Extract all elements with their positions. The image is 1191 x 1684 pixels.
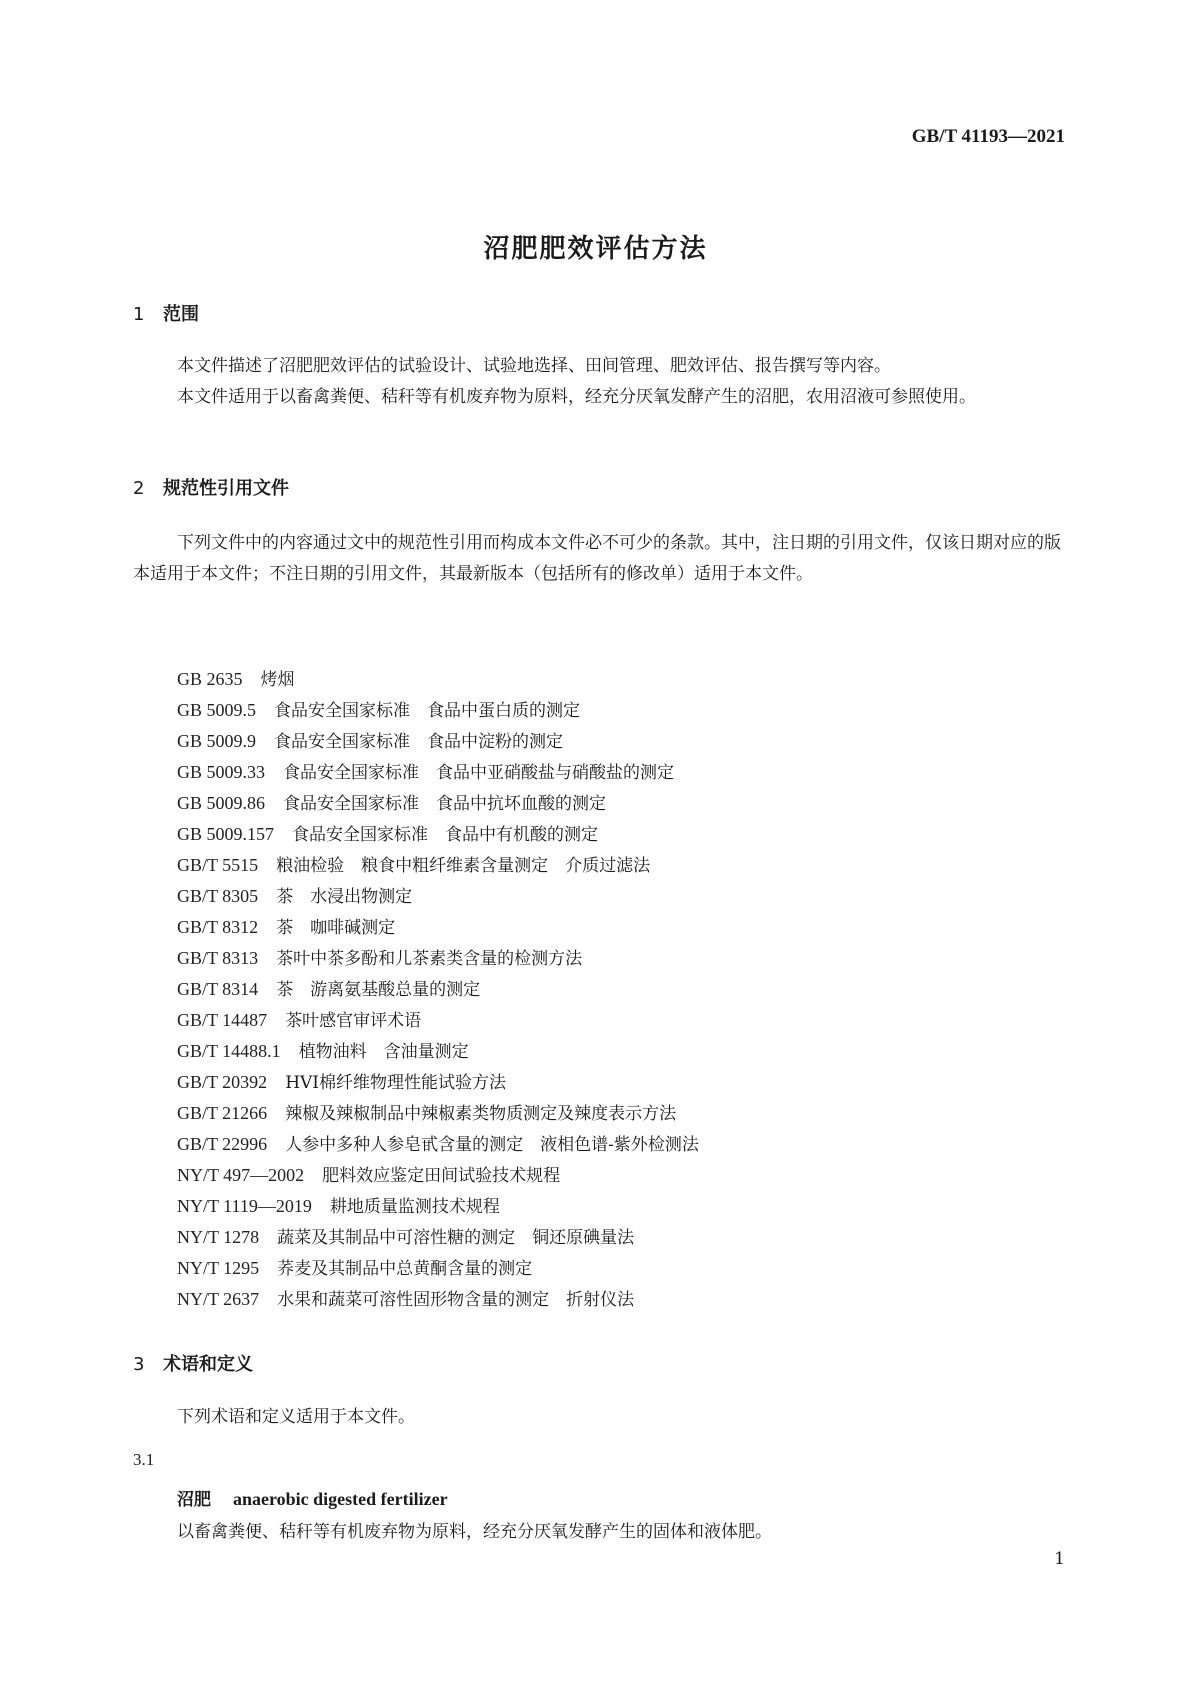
section-number: 3 [133, 1354, 145, 1375]
reference-title: 食品安全国家标准 食品中亚硝酸盐与硝酸盐的测定 [283, 763, 675, 783]
reference-code: GB/T 8313 [177, 948, 259, 968]
section-2-intro [133, 528, 1065, 590]
reference-title: 食品安全国家标准 食品中淀粉的测定 [274, 732, 564, 752]
reference-code: NY/T 1278 [177, 1227, 260, 1247]
reference-title: 茶 水浸出物测定 [276, 887, 413, 907]
document-title: 沼肥肥效评估方法 [483, 234, 708, 264]
reference-item [177, 757, 699, 788]
reference-item [177, 1098, 699, 1129]
reference-title: HVI棉纤维物理性能试验方法 [285, 1073, 507, 1093]
reference-item [177, 664, 699, 695]
reference-code: GB 5009.33 [177, 762, 266, 782]
paragraph-text: 下列术语和定义适用于本文件。 [177, 1407, 415, 1427]
reference-item [177, 943, 699, 974]
page-number: 1 [1054, 1549, 1065, 1569]
section-1-paragraph-2 [133, 382, 1065, 413]
section-1-paragraph-1 [133, 351, 1065, 382]
reference-title: 耕地质量监测技术规程 [329, 1197, 500, 1217]
reference-code: GB/T 21266 [177, 1103, 268, 1123]
section-number: 1 [133, 304, 145, 325]
reference-code: NY/T 2637 [177, 1289, 260, 1309]
reference-item [177, 912, 699, 943]
paragraph-text: 本文件适用于以畜禽粪便、秸秆等有机废弃物为原料，经充分厌氧发酵产生的沼肥，农用沼液可参照使用。 [177, 387, 976, 407]
reference-title: 烤烟 [260, 670, 295, 690]
term-chinese: 沼肥 [177, 1490, 211, 1510]
reference-title: 食品安全国家标准 食品中蛋白质的测定 [274, 701, 581, 721]
subsection-number: 3.1 [133, 1450, 155, 1469]
reference-item [177, 695, 699, 726]
reference-title: 食品安全国家标准 食品中抗坏血酸的测定 [283, 794, 607, 814]
section-3-heading [133, 1350, 253, 1376]
term-entry [177, 1485, 448, 1510]
reference-item [177, 1067, 699, 1098]
paragraph-text: 下列文件中的内容通过文中的规范性引用而构成本文件必不可少的条款。其中，注日期的引用文件，仅该日期对应的版本适用于本文件；不注日期的引用文件，其最新版本（包括所有的修改单）适用于本文件。 [133, 533, 1061, 584]
reference-title: 辣椒及辣椒制品中辣椒素类物质测定及辣度表示方法 [285, 1104, 677, 1124]
reference-item [177, 1036, 699, 1067]
reference-title: 茶 咖啡碱测定 [276, 918, 396, 938]
reference-item [177, 850, 699, 881]
reference-item [177, 1191, 699, 1222]
reference-code: GB/T 8312 [177, 917, 259, 937]
reference-item [177, 726, 699, 757]
reference-code: NY/T 1119—2019 [177, 1196, 312, 1216]
section-title: 术语和定义 [163, 1354, 253, 1375]
section-3-intro [133, 1402, 1065, 1433]
reference-code: GB 5009.5 [177, 700, 257, 720]
reference-title: 植物油料 含油量测定 [298, 1042, 469, 1062]
reference-item [177, 1160, 699, 1191]
reference-item [177, 819, 699, 850]
reference-title: 食品安全国家标准 食品中有机酸的测定 [292, 825, 599, 845]
reference-title: 荞麦及其制品中总黄酮含量的测定 [277, 1259, 533, 1279]
reference-item [177, 788, 699, 819]
standard-code: GB/T 41193—2021 [911, 126, 1065, 147]
reference-code: GB/T 22996 [177, 1134, 268, 1154]
reference-item [177, 1005, 699, 1036]
reference-title: 水果和蔬菜可溶性固形物含量的测定 折射仪法 [277, 1290, 635, 1310]
reference-code: GB/T 20392 [177, 1072, 268, 1092]
term-english: anaerobic digested fertilizer [233, 1489, 448, 1509]
section-2-heading [133, 474, 289, 500]
reference-code: GB/T 8314 [177, 979, 259, 999]
reference-code: GB 2635 [177, 669, 243, 689]
section-1-heading [133, 300, 199, 326]
reference-title: 茶叶感官审评术语 [285, 1011, 422, 1031]
reference-item [177, 974, 699, 1005]
normative-references-list [177, 664, 699, 1315]
reference-title: 粮油检验 粮食中粗纤维素含量测定 介质过滤法 [276, 856, 651, 876]
reference-title: 蔬菜及其制品中可溶性糖的测定 铜还原碘量法 [277, 1228, 635, 1248]
reference-code: GB 5009.157 [177, 824, 275, 844]
reference-code: GB/T 14488.1 [177, 1041, 281, 1061]
reference-code: GB/T 5515 [177, 855, 259, 875]
reference-title: 茶 游离氨基酸总量的测定 [276, 980, 481, 1000]
reference-item [177, 1129, 699, 1160]
reference-code: NY/T 497—2002 [177, 1165, 305, 1185]
reference-title: 茶叶中茶多酚和儿茶素类含量的检测方法 [276, 949, 583, 969]
reference-code: NY/T 1295 [177, 1258, 260, 1278]
reference-code: GB/T 14487 [177, 1010, 268, 1030]
term-definition: 以畜禽粪便、秸秆等有机废弃物为原料，经充分厌氧发酵产生的固体和液体肥。 [177, 1522, 772, 1542]
reference-title: 肥料效应鉴定田间试验技术规程 [322, 1166, 561, 1186]
reference-code: GB/T 8305 [177, 886, 259, 906]
reference-item [177, 1253, 699, 1284]
reference-code: GB 5009.9 [177, 731, 257, 751]
reference-item [177, 1222, 699, 1253]
reference-code: GB 5009.86 [177, 793, 266, 813]
section-title: 规范性引用文件 [163, 478, 289, 499]
paragraph-text: 本文件描述了沼肥肥效评估的试验设计、试验地选择、田间管理、肥效评估、报告撰写等内容。 [177, 356, 891, 376]
section-number: 2 [133, 478, 145, 499]
section-title: 范围 [163, 304, 199, 325]
reference-item [177, 1284, 699, 1315]
reference-title: 人参中多种人参皂甙含量的测定 液相色谱-紫外检测法 [285, 1135, 699, 1155]
reference-item [177, 881, 699, 912]
